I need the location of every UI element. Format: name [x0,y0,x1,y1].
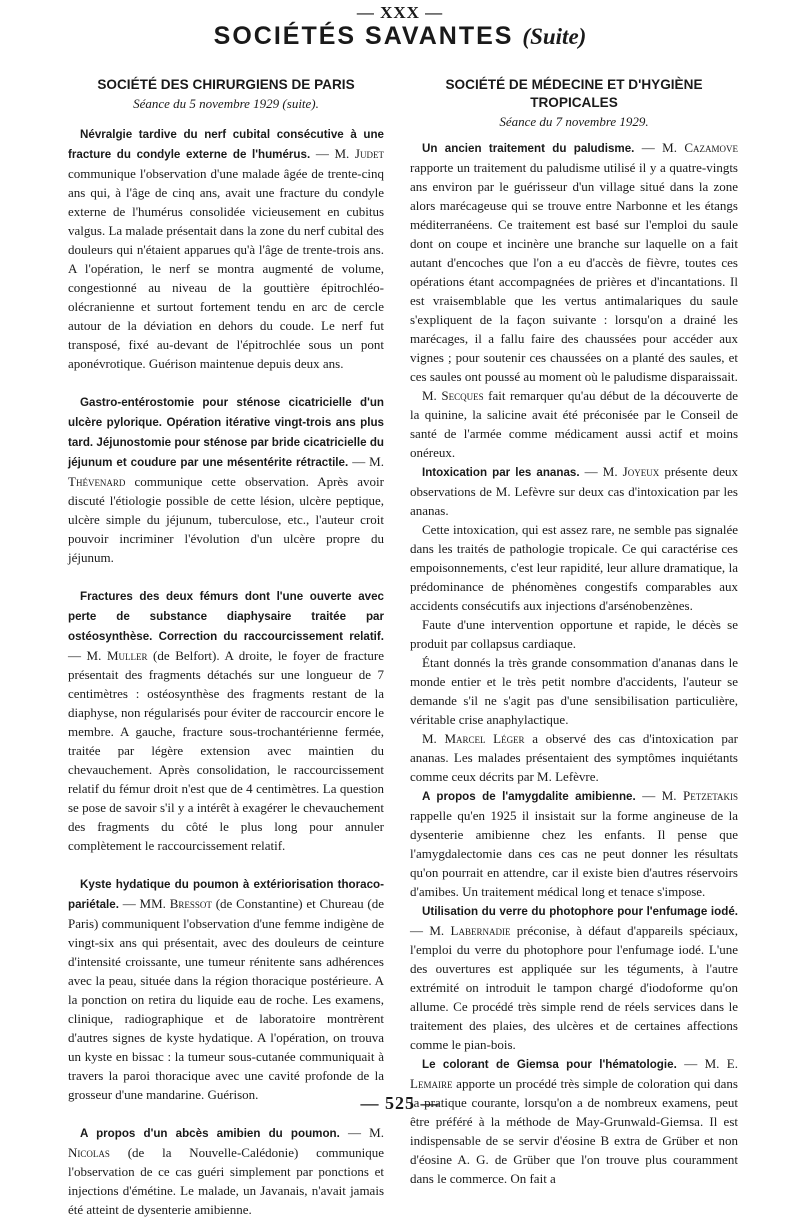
article-right-4 [410,520,738,615]
article-left-4 [68,874,384,1104]
article-title: Fractures des deux fémurs dont l'une ouverte avec perte de substance diaphysaire traitée par ostéosynthèse. Correction du raccourcissement relatif. [68,590,384,643]
article-body: a observé des cas d'intoxication par ananas. Les malades présentaient des symptômes inquiétants comme ceux décrits par M. Lefèvre. [410,731,738,784]
article-author: Lemaire [410,1076,453,1091]
article-right-10 [410,1054,738,1188]
article-body: (de Belfort). A droite, le foyer de fracture présentait des fragments détachés sur une longueur de 7 centimètres : ostéosynthèse des fragments restant de la diaphyse, non régularisés pour éviter de raccourcir encore le membre. A gauche, fracture sous-trochantérienne fermée, traitée par légère extension avec maintien du chevauchement. Après consolidation, le raccourcissement relatif du fémur droit n'est que de 4 centimètres. La question se pose de savoir s'il y a intérêt à exagérer le chevauchement des fragments du côté le plus long pour annuler complètement le raccourcissement relatif. [68,648,384,853]
article-left-5 [68,1123,384,1219]
article-pre: — M. [579,464,623,479]
article-pre: — M. [68,648,107,663]
section-title-medecine [410,76,738,112]
article-left-3 [68,586,384,855]
article-title: Utilisation du verre du photophore pour l'enfumage iodé. [422,905,738,918]
article-pre: — M. [310,146,355,161]
folio-roman: — XXX — [356,3,444,22]
article-left-1 [68,124,384,373]
article-author: Petzetakis [683,788,738,803]
article-title: Kyste hydatique du poumon à extériorisation thoraco-pariétale. [68,878,384,911]
article-pre: — M. E. [676,1056,738,1071]
article-pre: M. [422,731,445,746]
article-author: Joyeux [622,464,660,479]
article-title: Intoxication par les ananas. [422,466,580,479]
article-body: rappelle qu'en 1925 il insistait sur la forme angineuse de la dysenterie amibienne chez les enfants. Il pense que l'amygdalectomie dans ces cas ne peut donner les résultats qu'on pourrait en attendre, car il existe bien d'autres réservoirs d'amibes. Un traitement médical long et tenace s'impose. [410,808,738,899]
page-title-main: SOCIÉTÉS SAVANTES [213,22,514,50]
article-pre: M. [422,388,442,403]
article-body: Cette intoxication, qui est assez rare, ne semble pas signalée dans les traités de pathologie tropicale. Ce qui caractérise ces empoisonnements, c'est leur rapidité, leur allure dramatique, la prédominance de phénomènes congestifs comparables aux accidents consécutifs aux injections d'arsénobenzènes. [410,522,738,613]
article-author: Muller [106,648,148,663]
article-body: communique cette observation. Après avoir discuté l'étiologie possible de cette lésion, ulcère peptique, ulcère simple du jéjunum, tuberculose, etc., l'auteur croit pouvoir incriminer l'évolution d'un ulcère propre du jéjunum. [68,474,384,565]
article-left-2 [68,392,384,567]
article-right-3 [410,462,738,520]
article-right-6 [410,653,738,729]
article-body: préconise, à défaut d'appareils spéciaux, l'emploi du verre du photophore pour l'enfumage iodé. L'une des ouvertures est appliquée sur les téguments, à l'autre extrémité on introduit le tampon chargé d'iodoforme qu'on allume. Ce procédé très simple rend de réels services dans le traitement des plaies, des ulcères et de certaines affections comme le pian-bois. [410,923,739,1052]
article-author: Thévenard [68,474,126,489]
article-right-5 [410,615,738,653]
article-body: (de Constantine) et Chureau (de Paris) communiquent l'observation d'une femme indigène de vingt-six ans qui présentait, avec des douleurs de ceinture d'intensité croissante, une tumeur rénitente sans adhérences avec la peau, située dans la région thoracique postérieure. A la ponction on retira du liquide eau de roche. Les examens, clinique, radiographique et de laboratoire montrèrent d'autres signes de kyste hydatique. A l'opération, on trouva un kyste en bissac : la tumeur sous-cutanée communiquait à travers la paroi thoracique avec une cavité profonde de la grosseur d'une mandarine. Guérison. [68,896,384,1102]
article-author: Labernadie [450,923,511,938]
article-right-2 [410,386,738,462]
article-pre: — M. [635,788,683,803]
section-title-line-1: SOCIÉTÉ DE MÉDECINE ET D'HYGIÈNE [445,77,703,92]
article-pre: — M. [634,140,685,155]
article-body: apporte un procédé très simple de coloration qui dans la pratique courante, lorsqu'on a de nombreux examens, peut être préféré à la méthode de May-Grunwald-Giemsa. Il est indispensable de se servir d'éosine B extra de Grüber et non d'éosine A. G. de Grüber que l'on trouve plus couramment dans le commerce. On fait a [410,1076,738,1186]
article-body: fait remarquer qu'au début de la découverte de la quinine, la salicine avait été préconisée par le Conseil de santé de l'armée comme médicament aussi actif et moins onéreux. [410,388,738,460]
article-body: (de la Nouvelle-Calédonie) communique l'observation de ce cas guéri simplement par ponctions et injections d'émétine. Le malade, un Javanais, n'avait jamais été atteint de dysenterie amibienne. [68,1145,384,1217]
article-title: A propos d'un abcès amibien du poumon. [80,1127,340,1140]
section-title-chirurgiens: SOCIÉTÉ DES CHIRURGIENS DE PARIS [97,77,355,92]
seance-date-right: Séance du 7 novembre 1929. [499,114,649,129]
left-column [68,76,384,1219]
article-right-7 [410,729,738,786]
article-body: rapporte un traitement du paludisme utilisé il y a quatre-vingts ans environ par le guérisseur d'un village situé dans la zone alors marécageuse qui se trouve entre Narbonne et les étangs méditerranéens. Ce traitement est basé sur l'emploi du saule dont on coupe et incinère une branche sur laquelle on a fait autant d'encoches que l'on a eu d'accès de fièvre, toutes ces opérations étant accompagnées de prières et d'incantations. Il est vraisemblable que les vertus antimalariques du saule s'expliquent de la façon suivante : lorsqu'on a drainé les marécages, il a fallu faire des chaussées pour accéder aux vignes ; pour soutenir ces chaussées on a planté des saules, et ces saules ont poussé au moment où le paludisme disparaissait. [410,160,738,384]
article-author: Cazamove [684,140,739,155]
article-body: communique l'observation d'une malade âgée de trente-cinq ans qui, à l'âge de cinq ans, avait une fracture du condyle externe de l'humérus consolidée vicieusement en cubitus valgus. La malade présentait dans la zone du nerf cubital des douleurs qui n'étaient apparues qu'à l'âge de trente-trois ans. A l'opération, le nerf se montra augmenté de volume, congestionné au niveau de la gouttière épitrochléo-olécranienne et surtout fortement tendu en arc de cercle autour de la déviation en dehors du coude. Le nerf fut transposé, fixé au-devant de l'épitrochlée sous un pont aponévrotique. Guérison maintenue depuis deux ans. [68,166,384,371]
article-right-8 [410,786,738,901]
article-right-1 [410,138,738,386]
right-column [410,76,738,1188]
article-right-9 [410,901,738,1054]
article-body: présente deux observations de M. Lefèvre sur deux cas d'intoxication par les ananas. [410,464,738,518]
article-body: Faute d'une intervention opportune et rapide, le décès se produit par collapsus cardiaque. [410,617,738,651]
article-title: Névralgie tardive du nerf cubital consécutive à une fracture du condyle externe de l'humérus. [68,128,384,161]
article-body: Étant donnés la très grande consommation d'ananas dans le monde entier et le très petit nombre d'accidents, l'auteur se demande s'il ne s'agit pas d'une sensibilisation particulière, véritable crise anaphylactique. [410,655,738,727]
page-title-suite: (Suite) [522,24,587,49]
seance-date-left: Séance du 5 novembre 1929 (suite). [133,96,319,111]
section-title-line-2: TROPICALES [530,95,618,110]
article-title: Gastro-entérostomie pour sténose cicatricielle d'un ulcère pylorique. Opération itérative vingt-trois ans plus tard. Jéjunostomie pour sténose par bride cicatricielle du jéjunum et coudure par une mésentérite rétractile. [68,396,384,469]
article-author: Judet [354,146,384,161]
article-author: Marcel Léger [444,731,525,746]
article-pre: — MM. [118,896,170,911]
page-number: — 525 — [360,1093,440,1113]
article-title: Un ancien traitement du paludisme. [422,142,635,155]
article-pre: — M. [410,923,451,938]
article-author: Nicolas [68,1145,110,1160]
article-author: Bressot [169,896,212,911]
page-title [0,22,800,51]
article-title: A propos de l'amygdalite amibienne. [422,790,636,803]
article-author: Secques [441,388,484,403]
article-pre: — M. [339,1125,384,1140]
article-title: Le colorant de Giemsa pour l'hématologie. [422,1058,677,1071]
article-pre: — M. [348,454,384,469]
